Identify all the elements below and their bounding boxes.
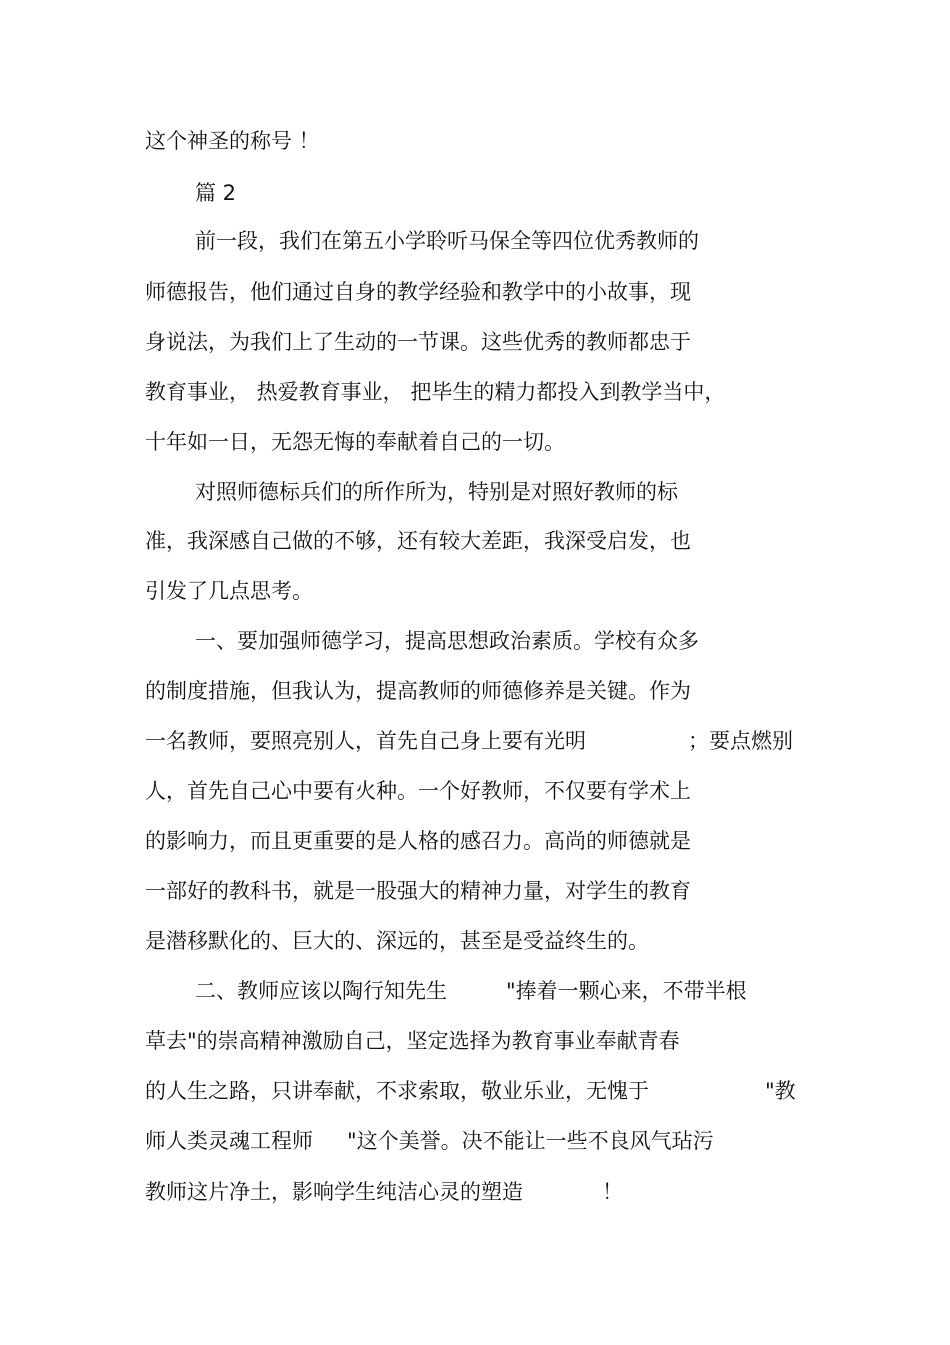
text-line: 准，我深感自己做的不够，还有较大差距，我深受启发，也 xyxy=(145,529,691,553)
text-line: 教育事业， 热爱教育事业， 把毕生的精力都投入到教学当中， xyxy=(145,380,726,404)
text-line: 是潜移默化的、巨大的、深远的，甚至是受益终生的。 xyxy=(145,929,649,953)
text-line: 十年如一日，无怨无悔的奉献着自己的一切。 xyxy=(145,430,565,454)
text-line: 的人生之路，只讲奉献，不求索取，敬业乐业，无愧于 xyxy=(145,1079,649,1103)
text-line: 前一段，我们在第五小学聆听马保全等四位优秀教师的 xyxy=(195,229,699,253)
text-line: 引发了几点思考。 xyxy=(145,579,313,603)
text-line: 教师这片净土，影响学生纯洁心灵的塑造 xyxy=(145,1180,523,1204)
text-line: "这个美誉。决不能让一些不良风气玷污 xyxy=(347,1129,714,1153)
text-line: "教 xyxy=(765,1079,796,1103)
text-line: 这个神圣的称号 ！ xyxy=(145,129,320,153)
text-line: 一、要加强师德学习，提高思想政治素质。学校有众多 xyxy=(195,629,699,653)
text-line: 一名教师，要照亮别人，首先自己身上要有光明 xyxy=(145,729,586,753)
section-heading: 篇 2 xyxy=(195,181,237,205)
text-line: 师人类灵魂工程师 xyxy=(145,1129,313,1153)
text-line: ；要点燃别 xyxy=(688,729,793,753)
text-line: 身说法，为我们上了生动的一节课。这些优秀的教师都忠于 xyxy=(145,330,691,354)
text-line: 的制度措施，但我认为，提高教师的师德修养是关键。作为 xyxy=(145,679,691,703)
text-line: 师德报告，他们通过自身的教学经验和教学中的小故事，现 xyxy=(145,280,691,304)
text-line: 二、教师应该以陶行知先生 xyxy=(195,979,447,1003)
text-line: 草去"的崇高精神激励自己，坚定选择为教育事业奉献青春 xyxy=(145,1029,680,1053)
text-line: 人，首先自己心中要有火种。一个好教师，不仅要有学术上 xyxy=(145,779,691,803)
text-line: 对照师德标兵们的所作所为，特别是对照好教师的标 xyxy=(195,480,678,504)
text-line: 一部好的教科书，就是一股强大的精神力量，对学生的教育 xyxy=(145,879,691,903)
text-line: "捧着一颗心来，不带半根 xyxy=(506,979,747,1003)
text-line: 的影响力，而且更重要的是人格的感召力。高尚的师德就是 xyxy=(145,829,691,853)
text-line: ！ xyxy=(602,1180,623,1204)
